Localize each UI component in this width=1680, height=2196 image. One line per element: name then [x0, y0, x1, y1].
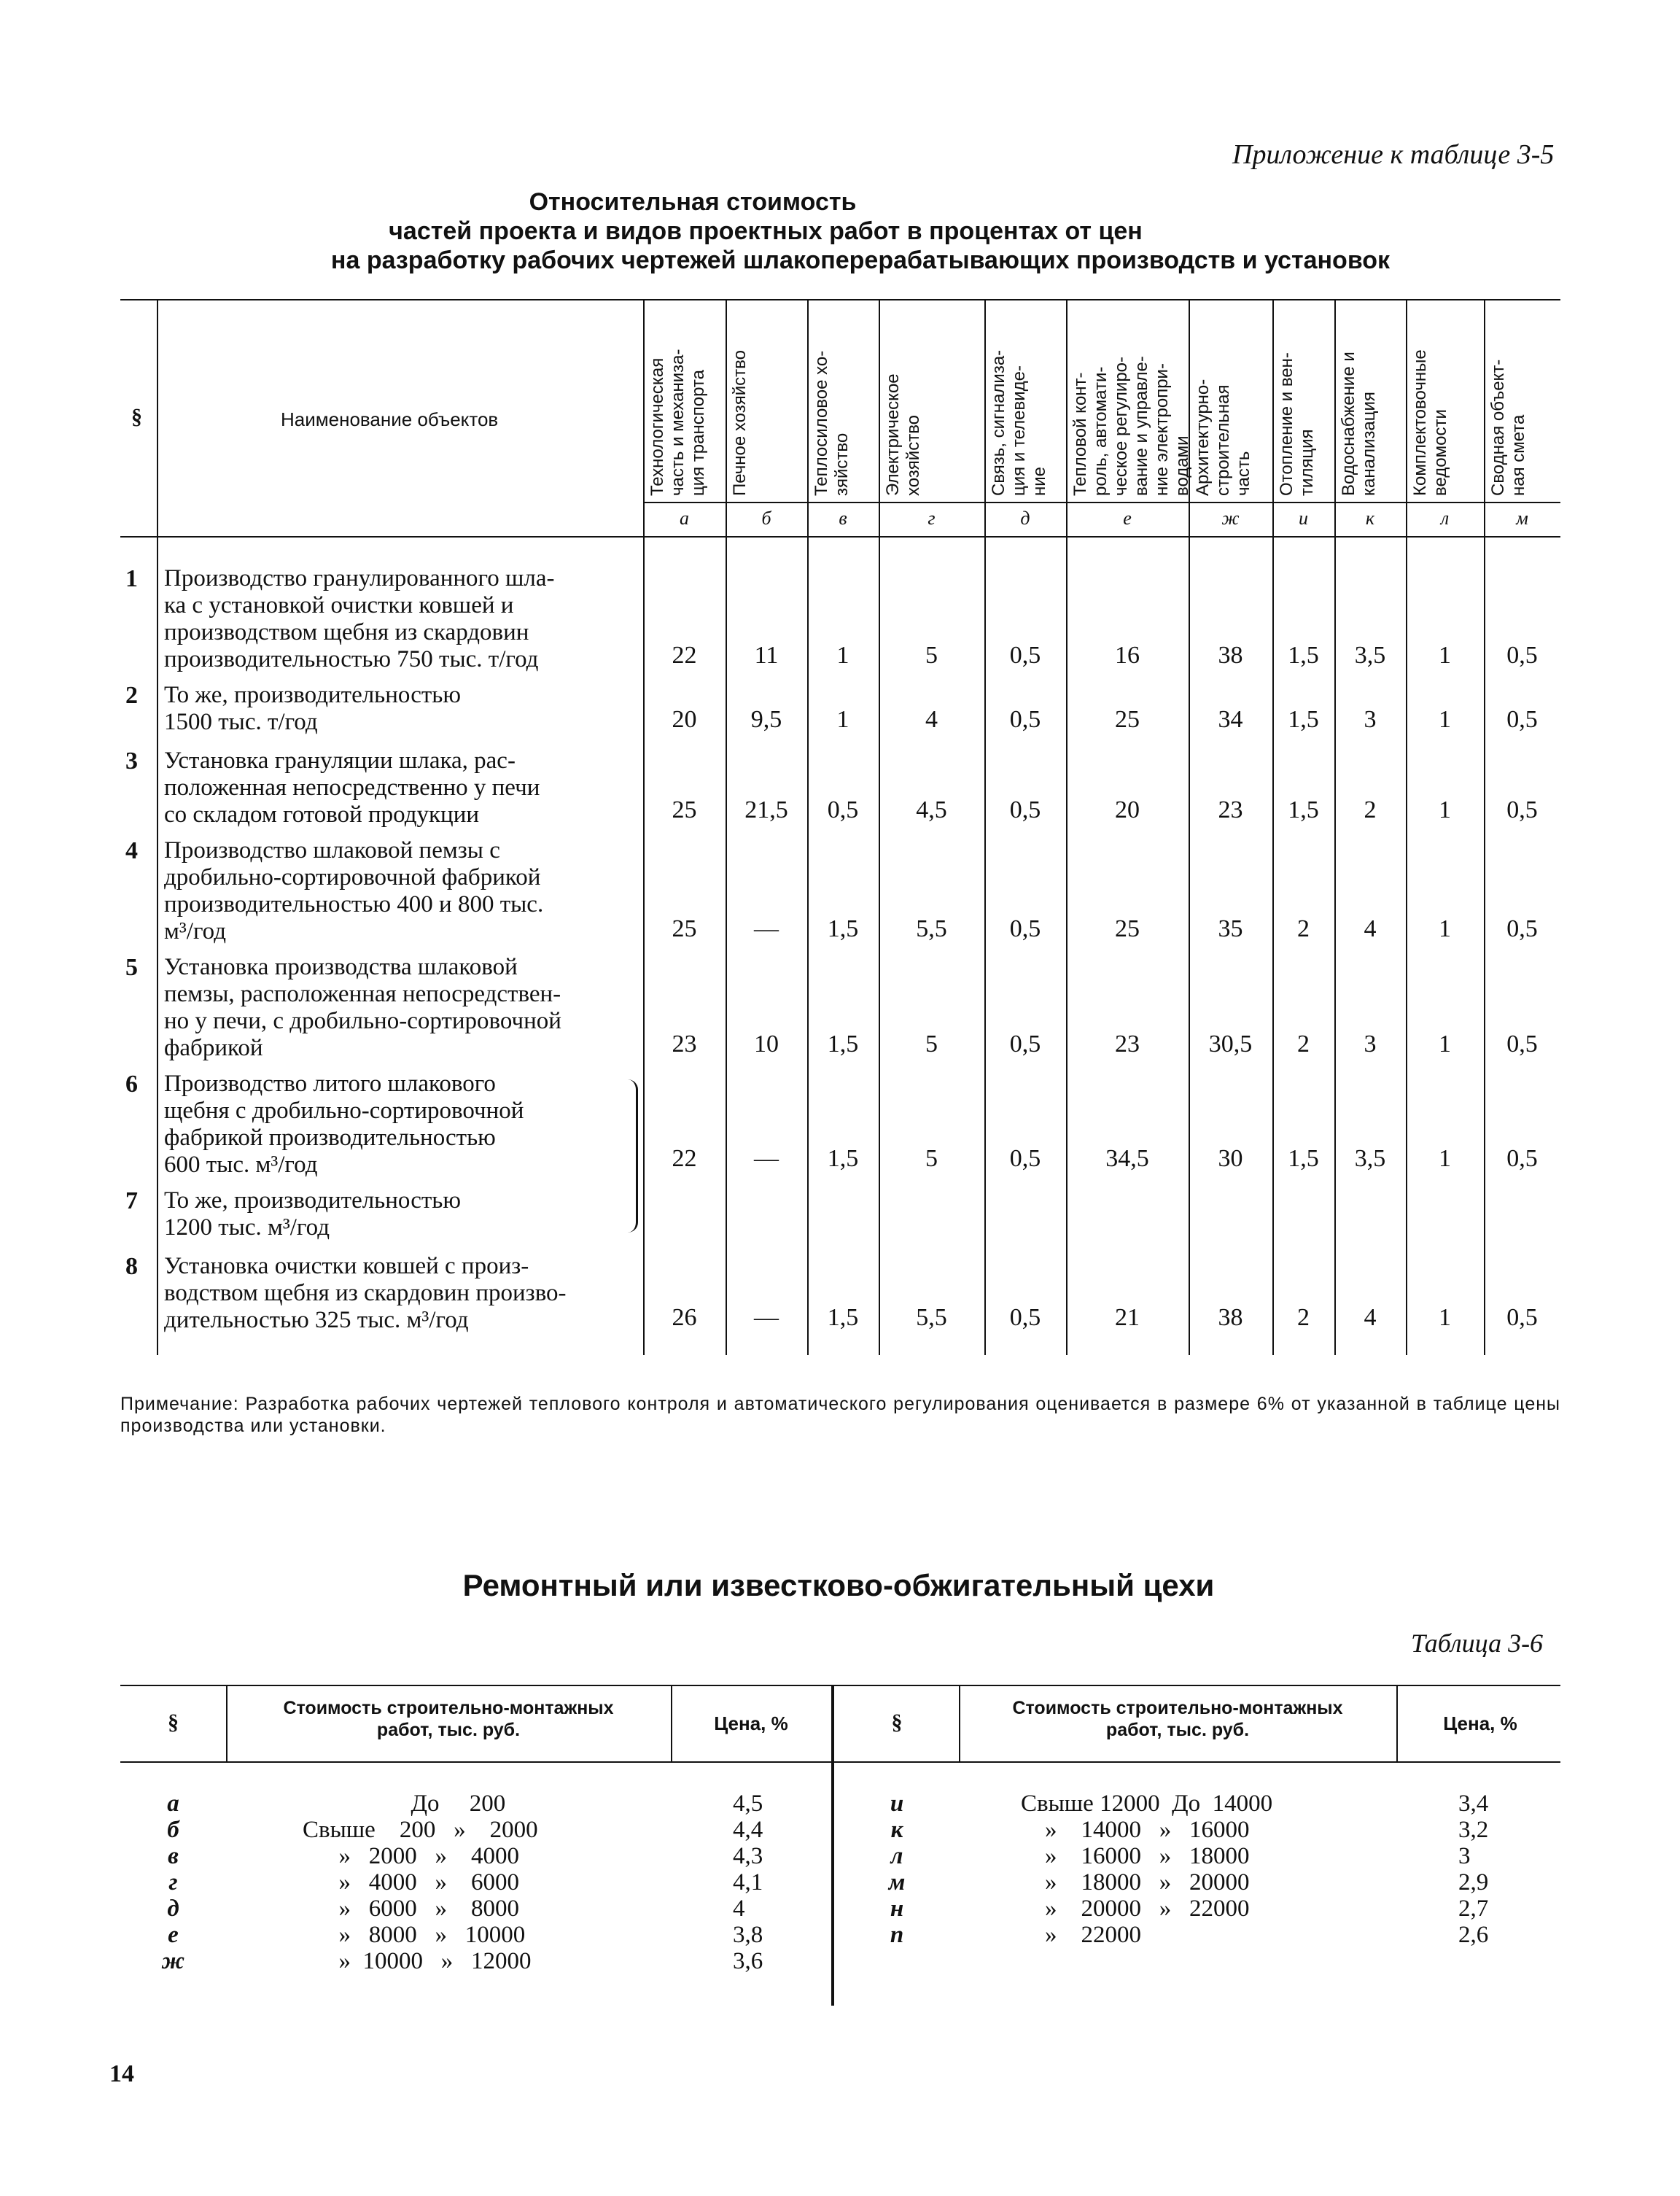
t2-right-cost: Свыше 12000 До 14000 [1021, 1790, 1273, 1817]
t2-right-price: 3 [1458, 1843, 1471, 1869]
t1-cell-г: 4 [925, 706, 938, 733]
t1-cell-д: 0,5 [1009, 915, 1041, 942]
t2-right-cost: » 20000 » 22000 [1021, 1896, 1250, 1922]
t1-cell-г: 5 [925, 642, 938, 669]
t1-column-letter-1: б [761, 508, 771, 529]
t2-right-price: 2,6 [1458, 1922, 1489, 1948]
t2-header-cost-right: Стоимость строительно-монтажных работ, тыс. руб. [1012, 1698, 1343, 1740]
t2-left-price: 4,1 [733, 1869, 763, 1896]
t1-row-name: Установка производства шлаковой пемзы, расположенная непосредствен- но у печи, с дробильно-сортировочной фабрикой [164, 954, 561, 1061]
t1-cell-и: 2 [1297, 1031, 1310, 1058]
t1-cell-л: 1 [1439, 706, 1451, 733]
t2-left-price: 4,4 [733, 1817, 763, 1843]
t1-vline-num [157, 299, 158, 1355]
t1-cell-д: 0,5 [1009, 642, 1041, 669]
t2-header-price-left: Цена, % [714, 1712, 788, 1734]
t1-column-header-7: Отопление и вен- тиляция [1277, 352, 1317, 496]
t1-cell-в: 1 [836, 706, 849, 733]
t1-vline-4 [984, 299, 986, 1355]
t1-cell-к: 2 [1364, 796, 1377, 823]
t1-column-header-4: Связь, сигнализа- ция и телевиде- ние [989, 349, 1049, 496]
t1-column-letter-9: л [1440, 508, 1450, 529]
t2-right-price: 2,7 [1458, 1896, 1489, 1922]
t2-right-key: к [890, 1817, 903, 1843]
t1-vline-0 [643, 299, 645, 1355]
t1-cell-м: 0,5 [1506, 1304, 1538, 1331]
t2-header-key-right: § [891, 1710, 903, 1734]
t1-row-name: Производство шлаковой пемзы с дробильно-сортировочной фабрикой производительностью 400 и 800 тыс. м³/год [164, 837, 544, 944]
t1-column-header-3: Электрическое хозяйство [883, 373, 923, 496]
t2-right-price: 3,4 [1458, 1790, 1489, 1817]
t1-column-letter-7: и [1299, 508, 1308, 529]
t1-cell-к: 4 [1364, 1304, 1377, 1331]
appendix-label: Приложение к таблице 3-5 [1232, 139, 1555, 170]
t1-row-number: 5 [125, 954, 138, 981]
t1-cell-б: — [754, 915, 779, 942]
t1-cell-б: 10 [754, 1031, 779, 1058]
t1-cell-е: 23 [1115, 1031, 1140, 1058]
t2-left-cost: » 2000 » 4000 [303, 1843, 519, 1869]
t1-column-letter-10: м [1516, 508, 1528, 529]
t2-left-key: е [168, 1922, 179, 1948]
t1-cell-б: 9,5 [750, 706, 782, 733]
t1-cell-д: 0,5 [1009, 796, 1041, 823]
t1-row-number: 4 [125, 837, 138, 864]
t1-cell-и: 1,5 [1288, 796, 1319, 823]
t2-right-key: л [890, 1843, 903, 1869]
t1-cell-к: 4 [1364, 915, 1377, 942]
t1-cell-г: 4,5 [916, 796, 947, 823]
t1-cell-м: 0,5 [1506, 796, 1538, 823]
t1-vline-7 [1272, 299, 1274, 1355]
t1-cell-к: 3,5 [1354, 642, 1386, 669]
t1-cell-г: 5,5 [916, 1304, 947, 1331]
t1-cell-г: 5 [925, 1145, 938, 1172]
t2-left-price: 3,6 [733, 1948, 763, 1974]
t2-right-cost: » 18000 » 20000 [1021, 1869, 1250, 1896]
t1-cell-ж: 35 [1218, 915, 1243, 942]
t1-header-bottom-rule [120, 536, 1560, 538]
t2-header-key-left: § [168, 1710, 179, 1734]
t1-column-letter-8: к [1365, 508, 1375, 529]
t2-left-key: б [167, 1817, 179, 1843]
t1-row-name: Установка грануляции шлака, рас- положенная непосредственно у печи со складом готовой продукции [164, 748, 540, 828]
t1-column-header-10: Сводная объект- ная смета [1488, 359, 1528, 496]
t1-row-name: То же, производительностью 1200 тыс. м³/год [164, 1187, 461, 1241]
table2-section-title: Ремонтный или известково-обжигательный цехи [462, 1568, 1215, 1602]
t2-left-key: ж [161, 1948, 185, 1974]
t1-cell-л: 1 [1439, 1145, 1451, 1172]
table1-note: Примечание: Разработка рабочих чертежей теплового контроля и автоматического регулирования оценивается в размере 6% от указанной в таблице цены производства или установки. [120, 1394, 1560, 1436]
t1-cell-г: 5 [925, 1031, 938, 1058]
t1-cell-м: 0,5 [1506, 706, 1538, 733]
t2-right-cost: » 16000 » 18000 [1021, 1843, 1250, 1869]
t2-right-cost: » 22000 [1021, 1922, 1141, 1948]
t1-cell-б: 21,5 [744, 796, 788, 823]
t2-vline-center [831, 1685, 834, 2006]
t2-left-price: 4,5 [733, 1790, 763, 1817]
t1-cell-л: 1 [1439, 915, 1451, 942]
t1-cell-д: 0,5 [1009, 706, 1041, 733]
t2-left-price: 3,8 [733, 1922, 763, 1948]
t1-cell-а: 22 [672, 642, 697, 669]
t1-row-name: Установка очистки ковшей с произ- водством щебня из скардовин произво- дительностью 325 тыс. м³/год [164, 1253, 567, 1333]
t2-header-price-right: Цена, % [1443, 1712, 1517, 1734]
t2-header-cost-left: Стоимость строительно-монтажных работ, тыс. руб. [283, 1698, 614, 1740]
t1-column-header-2: Теплосиловое хо- зяйство [812, 350, 852, 496]
t1-row-number: 8 [125, 1253, 138, 1280]
t1-column-letter-5: е [1123, 508, 1132, 529]
t1-cell-и: 2 [1297, 1304, 1310, 1331]
t2-header-rule [120, 1761, 1560, 1763]
t1-row-number: 7 [125, 1187, 138, 1214]
t1-cell-ж: 30 [1218, 1145, 1243, 1172]
table1-title-line2: частей проекта и видов проектных работ в процентах от цен [389, 217, 1143, 245]
t1-cell-б: — [754, 1304, 779, 1331]
rows-6-7-brace [627, 1079, 638, 1233]
t2-right-key: и [890, 1790, 904, 1817]
t1-cell-ж: 38 [1218, 1304, 1243, 1331]
t1-vline-9 [1406, 299, 1407, 1355]
t1-cell-д: 0,5 [1009, 1031, 1041, 1058]
t1-cell-к: 3,5 [1354, 1145, 1386, 1172]
t1-column-letter-4: д [1020, 508, 1030, 529]
t1-vline-2 [807, 299, 809, 1355]
t1-row-name: Производство гранулированного шла- ка с установкой очистки ковшей и производством щебня из скардовин производительностью 750 тыс. т/год [164, 565, 555, 672]
t1-cell-е: 25 [1115, 706, 1140, 733]
t1-cell-а: 25 [672, 915, 697, 942]
t2-left-price: 4 [733, 1896, 745, 1922]
t1-cell-м: 0,5 [1506, 915, 1538, 942]
t1-top-rule [120, 299, 1560, 300]
t1-cell-а: 25 [672, 796, 697, 823]
t1-column-letter-2: в [839, 508, 847, 529]
t1-column-letter-6: ж [1221, 508, 1240, 529]
t1-col-name-header: Наименование объектов [281, 408, 499, 430]
t2-left-cost: » 4000 » 6000 [303, 1869, 519, 1896]
t2-right-key: п [890, 1922, 904, 1948]
t1-vline-8 [1334, 299, 1336, 1355]
t1-cell-и: 2 [1297, 915, 1310, 942]
t1-letter-rule [643, 502, 1560, 503]
t1-cell-а: 22 [672, 1145, 697, 1172]
t1-cell-д: 0,5 [1009, 1304, 1041, 1331]
t1-cell-в: 1,5 [827, 1145, 859, 1172]
t2-left-key: г [168, 1869, 178, 1896]
t1-cell-л: 1 [1439, 1304, 1451, 1331]
t2-left-key: д [167, 1896, 179, 1922]
t2-right-price: 3,2 [1458, 1817, 1489, 1843]
t1-cell-в: 0,5 [827, 796, 859, 823]
table2-label: Таблица 3-6 [1411, 1629, 1544, 1658]
t2-left-cost: » 6000 » 8000 [303, 1896, 519, 1922]
table1-title-line3: на разработку рабочих чертежей шлакоперерабатывающих производств и установок [330, 247, 1391, 274]
t1-column-header-9: Комплектовочные ведомости [1410, 349, 1450, 496]
t1-cell-е: 25 [1115, 915, 1140, 942]
t1-column-header-8: Водоснабжение и канализация [1339, 352, 1379, 496]
t2-left-key: в [168, 1843, 179, 1869]
t1-cell-г: 5,5 [916, 915, 947, 942]
t1-col-num-header: § [131, 405, 142, 429]
t1-cell-а: 26 [672, 1304, 697, 1331]
t1-cell-к: 3 [1364, 706, 1377, 733]
t1-cell-л: 1 [1439, 796, 1451, 823]
t1-row-name: То же, производительностью 1500 тыс. т/год [164, 682, 461, 735]
t2-left-cost: Свыше 200 » 2000 [303, 1817, 538, 1843]
t2-right-key: м [888, 1869, 906, 1896]
t2-left-cost: » 10000 » 12000 [303, 1948, 532, 1974]
t2-right-price: 2,9 [1458, 1869, 1489, 1896]
t2-left-key: а [167, 1790, 179, 1817]
t1-cell-и: 1,5 [1288, 1145, 1319, 1172]
t1-vline-10 [1484, 299, 1485, 1355]
t1-cell-л: 1 [1439, 642, 1451, 669]
t1-cell-и: 1,5 [1288, 642, 1319, 669]
t1-cell-м: 0,5 [1506, 642, 1538, 669]
t1-cell-е: 34,5 [1105, 1145, 1149, 1172]
t1-cell-л: 1 [1439, 1031, 1451, 1058]
t1-row-number: 6 [125, 1071, 138, 1098]
t2-right-cost: » 14000 » 16000 [1021, 1817, 1250, 1843]
t1-cell-в: 1,5 [827, 915, 859, 942]
t1-vline-3 [879, 299, 880, 1355]
t1-cell-к: 3 [1364, 1031, 1377, 1058]
t2-top-rule [120, 1685, 1560, 1686]
t2-left-cost: » 8000 » 10000 [303, 1922, 526, 1948]
t1-cell-д: 0,5 [1009, 1145, 1041, 1172]
t1-vline-5 [1066, 299, 1068, 1355]
t1-cell-м: 0,5 [1506, 1145, 1538, 1172]
t1-cell-б: — [754, 1145, 779, 1172]
t1-cell-м: 0,5 [1506, 1031, 1538, 1058]
t1-cell-а: 20 [672, 706, 697, 733]
t1-row-number: 3 [125, 748, 138, 775]
t1-cell-в: 1,5 [827, 1304, 859, 1331]
t1-column-letter-0: а [680, 508, 689, 529]
t1-row-name: Производство литого шлакового щебня с дробильно-сортировочной фабрикой производительностью 600 тыс. м³/год [164, 1071, 524, 1178]
t1-cell-в: 1,5 [827, 1031, 859, 1058]
t1-cell-ж: 30,5 [1208, 1031, 1253, 1058]
t1-column-letter-3: г [928, 508, 936, 529]
table1-title-line1: Относительная стоимость [529, 188, 857, 216]
t1-cell-е: 20 [1115, 796, 1140, 823]
t1-column-header-5: Тепловой конт- роль, автомати- ческое регулиро- вание и управле- ние электропри- водами [1070, 356, 1192, 496]
t2-vline-4 [1396, 1685, 1398, 1761]
t1-cell-и: 1,5 [1288, 706, 1319, 733]
t2-vline-2 [671, 1685, 672, 1761]
t1-cell-е: 21 [1115, 1304, 1140, 1331]
t2-vline-1 [226, 1685, 228, 1761]
t2-left-price: 4,3 [733, 1843, 763, 1869]
t2-right-key: н [890, 1896, 904, 1922]
t1-cell-е: 16 [1115, 642, 1140, 669]
t1-column-header-0: Технологическая часть и механиза- ция транспорта [648, 349, 708, 496]
t1-column-header-1: Печное хозяйство [730, 350, 750, 496]
t1-cell-в: 1 [836, 642, 849, 669]
t1-column-header-6: Архитектурно- строительная часть [1193, 379, 1253, 496]
t1-cell-ж: 34 [1218, 706, 1243, 733]
t1-row-number: 1 [125, 565, 138, 592]
t1-row-number: 2 [125, 682, 138, 709]
t1-cell-б: 11 [754, 642, 779, 669]
t1-cell-ж: 38 [1218, 642, 1243, 669]
t1-cell-а: 23 [672, 1031, 697, 1058]
t2-left-cost: До 200 [303, 1790, 506, 1817]
t1-cell-ж: 23 [1218, 796, 1243, 823]
t2-vline-3 [959, 1685, 960, 1761]
page-number: 14 [109, 2060, 134, 2087]
t1-vline-1 [726, 299, 727, 1355]
